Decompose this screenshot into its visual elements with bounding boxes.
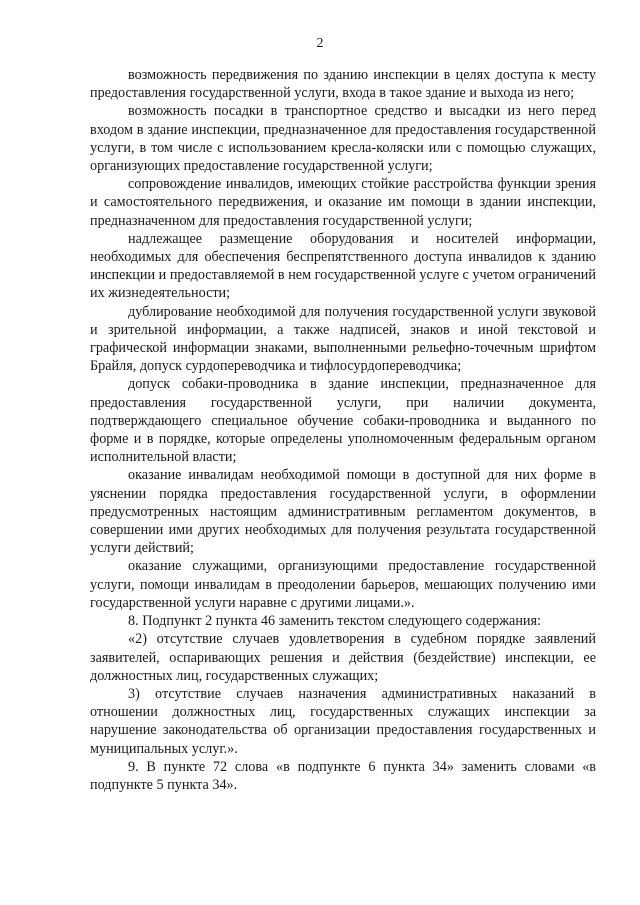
- paragraph: 3) отсутствие случаев назначения административных наказаний в отношении должностных лиц, государственных служащих инспекции за нарушение законодательства об организации предоставления государственных и муниципальных услуг.».: [90, 685, 596, 757]
- paragraph: 8. Подпункт 2 пункта 46 заменить текстом следующего содержания:: [128, 613, 541, 630]
- paragraph: 9. В пункте 72 слова «в подпункте 6 пункта 34» заменить словами «в подпункте 5 пункта 34».: [90, 758, 596, 793]
- paragraph: возможность посадки в транспортное средство и высадки из него перед входом в здание инспекции, предназначенное для предоставления государственной услуги, в том числе с использованием кресла-коляски или с помощью служащих, организующих предоставление государственной услуги;: [90, 103, 596, 175]
- paragraph: допуск собаки-проводника в здание инспекции, предназначенное для предоставления государственной услуги, при наличии документа, подтверждающего специальное обучение собаки-проводника и выданного по форме и в порядке, которые определены уполномоченным федеральным органом исполнительной власти;: [90, 376, 596, 466]
- paragraph: сопровождение инвалидов, имеющих стойкие расстройства функции зрения и самостоятельного передвижения, и оказание им помощи в здании инспекции, предназначенном для предоставления государственной услуги;: [90, 176, 596, 229]
- paragraph: оказание служащими, организующими предоставление государственной услуги, помощи инвалидам в преодолении барьеров, мешающих получению ими государственной услуги наравне с другими лицами.».: [90, 558, 596, 611]
- document-body: [90, 66, 596, 794]
- paragraph: надлежащее размещение оборудования и носителей информации, необходимых для обеспечения беспрепятственного доступа инвалидов к зданию инспекции и предоставляемой в нем государственной услуге с учетом ограничений их жизнедеятельности;: [90, 230, 596, 302]
- paragraph: «2) отсутствие случаев удовлетворения в судебном порядке заявлений заявителей, оспаривающих решения и действия (бездействие) инспекции, ее должностных лиц, государственных служащих;: [90, 631, 596, 684]
- paragraph: оказание инвалидам необходимой помощи в доступной для них форме в уяснении порядка предоставления государственной услуги, в оформлении предусмотренных настоящим административным регламентом документов, в совершении ими других необходимых для получения результата государственной услуги действий;: [90, 467, 596, 557]
- paragraph: возможность передвижения по зданию инспекции в целях доступа к месту предоставления государственной услуги, входа в такое здание и выхода из него;: [90, 67, 596, 102]
- paragraph: дублирование необходимой для получения государственной услуги звуковой и зрительной информации, а также надписей, знаков и иной текстовой и графической информации знаками, выполненными рельефно-точечным шрифтом Брайля, допуск сурдопереводчика и тифлосурдопереводчика;: [90, 303, 596, 375]
- page-number: 2: [316, 36, 324, 51]
